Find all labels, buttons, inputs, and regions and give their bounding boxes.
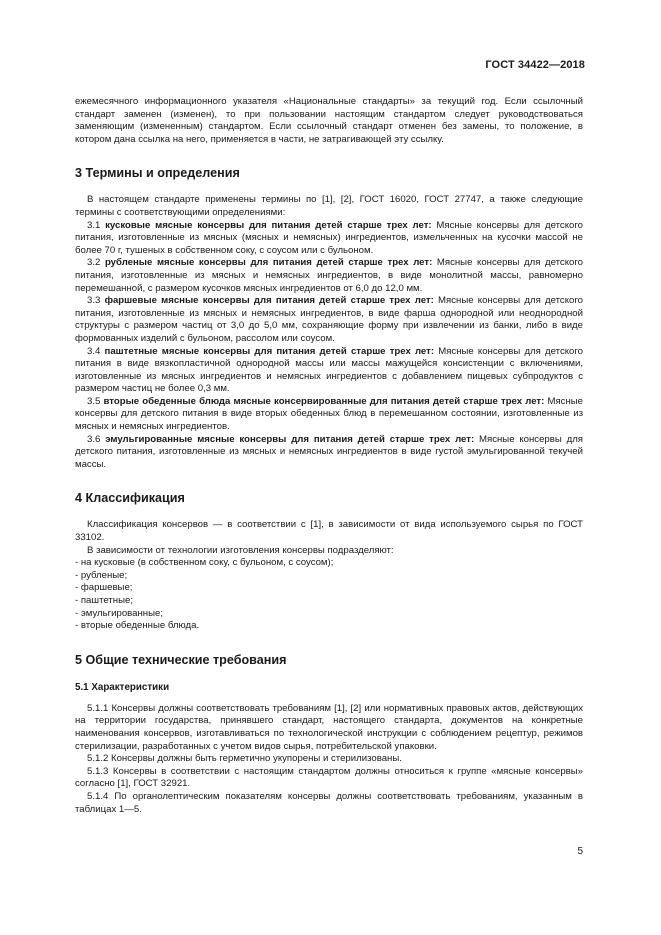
term-text: Мясные консервы для детского питания в виде вторых обеденных блюд в перемешанном состоянии, изготовленные из мясных и немясных ингредиентов. bbox=[75, 395, 584, 433]
term-text: Мясные консервы для детского питания в виде вязкопластичной однородной массы или массы мажущейся консистенции с включениями, изготовленные из мясных ингредиентов и немясных ингредиентов с добавлением пищевых субпродуктов с размером частиц не более 0,3 мм. bbox=[75, 345, 584, 395]
list-item: - фаршевые; bbox=[75, 582, 133, 594]
term-number: 3.4 bbox=[87, 345, 101, 357]
section-4-paragraph-1: Классификация консервов — в соответствии с [1], в зависимости от вида используемого сырья по ГОСТ 33102. bbox=[75, 519, 583, 544]
requirement-paragraph: 5.1.2 Консервы должны быть герметично укупорены и стерилизованы. bbox=[87, 753, 402, 765]
term-definition bbox=[75, 257, 583, 295]
term-text: Мясные консервы для детского питания, изготовленные из мясных (мясных и немясных) ингредиентов, измельченных на кусочки массой не более 70 г, тушеных в собственном соку, с соусом или с бульоном. bbox=[75, 219, 583, 256]
term-number: 3.3 bbox=[87, 295, 101, 307]
section-5-paragraphs bbox=[75, 703, 583, 816]
page-content bbox=[75, 96, 583, 816]
list-item: - вторые обеденные блюда. bbox=[75, 620, 200, 632]
term-definition bbox=[75, 220, 583, 258]
list-item: - на кусковые (в собственном соку, с бульоном, с соусом); bbox=[75, 557, 334, 569]
document-code: ГОСТ 34422—2018 bbox=[485, 59, 585, 71]
term-text: Мясные консервы для детского питания, изготовленные из мясных и немясных ингредиентов, в виде фарша однородной или неоднородной структуры с размером частиц от 3,0 до 5,0 мм, сохраняющие форму при извлечении из банки, либо в виде формованных изделий с бульоном, рассолом или соусом. bbox=[75, 295, 583, 344]
requirement-paragraph: 5.1.1 Консервы должны соответствовать требованиям [1], [2] или нормативных правовых актов, действующих на территории государства, принявшего стандарт, настоящего стандарта, документов на конкретные наименования консервов, изготавливаться по технологической инструкции с соблюдением рецептур, режимов стерилизации, разработанных с учетом видов сырья, потребительской упаковки. bbox=[75, 702, 583, 752]
intro-paragraph: ежемесячного информационного указателя «Национальные стандарты» за текущий год. Если ссылочный стандарт заменен (изменен), то при пользовании настоящим стандартом следует руководствоваться заменяющим (измененным) стандартом. Если ссылочный стандарт отменен без замены, то положение, в котором дана ссылка на него, применяется в части, не затрагивающей эту ссылку. bbox=[75, 96, 583, 145]
term-name: кусковые мясные консервы для питания детей старше трех лет: bbox=[105, 219, 432, 231]
requirement-paragraph: 5.1.4 По органолептическим показателям консервы должны соответствовать требованиям, указанным в таблицах 1—5. bbox=[75, 790, 583, 815]
term-number: 3.6 bbox=[87, 433, 101, 445]
section-4-title: 4 Классификация bbox=[75, 491, 185, 506]
term-text: Мясные консервы для детского питания, изготовленные из мясных и немясных ингредиентов, в виде монолитной массы, равномерно перемешанной, с размером кусочков мясных ингредиентов от 6,0 до 12,0 мм. bbox=[75, 257, 583, 294]
classification-list bbox=[75, 557, 583, 633]
term-name: рубленые мясные консервы для питания детей старше трех лет: bbox=[104, 257, 433, 269]
term-definition bbox=[75, 434, 583, 472]
requirement-paragraph: 5.1.3 Консервы в соответствии с настоящим стандартом должны относиться к группе «мясные консервы» согласно [1], ГОСТ 32921. bbox=[75, 765, 583, 790]
term-number: 3.2 bbox=[87, 257, 101, 269]
term-name: вторые обеденные блюда мясные консервированные для питания детей старше трех лет: bbox=[103, 395, 545, 407]
subsection-5-1-title: 5.1 Характеристики bbox=[75, 681, 170, 693]
section-5-title: 5 Общие технические требования bbox=[75, 652, 287, 667]
list-item: - эмульгированные; bbox=[75, 607, 163, 619]
term-definition bbox=[75, 396, 583, 434]
terms-list bbox=[75, 220, 583, 472]
term-definition bbox=[75, 295, 583, 345]
term-number: 3.1 bbox=[87, 219, 101, 231]
list-item: - рубленые; bbox=[75, 569, 128, 581]
term-name: эмульгированные мясные консервы для питания детей старше трех лет: bbox=[105, 433, 475, 445]
term-name: фаршевые мясные консервы для питания детей старше трех лет: bbox=[104, 295, 434, 307]
section-4-paragraph-2: В зависимости от технологии изготовления консервы подразделяют: bbox=[87, 544, 394, 556]
section-3-intro: В настоящем стандарте применены термины по [1], [2], ГОСТ 16020, ГОСТ 27747, а также следующие термины с соответствующими определениями: bbox=[75, 194, 583, 218]
term-number: 3.5 bbox=[87, 395, 101, 407]
page-number: 5 bbox=[577, 846, 583, 857]
term-definition bbox=[75, 346, 583, 396]
section-3-title: 3 Термины и определения bbox=[75, 166, 240, 181]
term-text: Мясные консервы для детского питания, изготовленные из мясных и немясных ингредиентов в виде густой эмульгированной текучей массы. bbox=[75, 433, 583, 470]
list-item: - паштетные; bbox=[75, 595, 133, 606]
term-name: паштетные мясные консервы для питания детей старше трех лет: bbox=[104, 345, 435, 357]
